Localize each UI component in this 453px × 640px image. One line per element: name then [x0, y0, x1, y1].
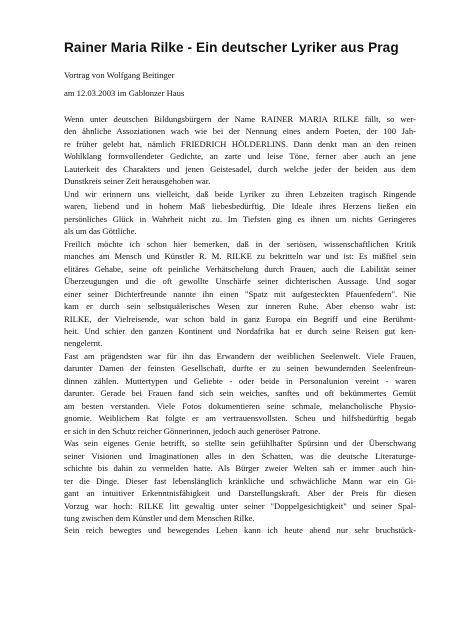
text-line: einer seiner Dichterfreunde nannte ihn einen "Spatz mit aufgesteckten Pfauenfedern". Nie — [64, 288, 416, 299]
text-line: seiner Visionen und Imaginationen alles in den Schatten, was die deutsche Literaturge- — [64, 450, 416, 461]
lecture-speaker: Vortrag von Wolfgang Beitinger — [64, 70, 175, 80]
text-line: den ähnliche Assoziationen wach wie bei der Nennung eines andern Poeten, der 100 Jah- — [64, 126, 416, 137]
text-line: ter die Dinge. Dieser fast lebenslänglich kränkliche und schwächliche Mann war ein Gi- — [64, 475, 416, 486]
text-line: schichte bis dahin zu vermelden hatte. Als Bürger zweier Welten sah er immer auch hin- — [64, 463, 416, 474]
text-line: Überzeugungen und die oft gewollte Unschärfe seiner dichterischen Aussage. Und sogar — [64, 276, 416, 287]
text-line: Fast am prägendsten war für ihn das Erwandern der weiblichen Seelenwelt. Viele Frauen, — [64, 350, 416, 361]
lecture-info — [64, 67, 184, 102]
text-line: Sein reich bewegtes und bewegendes Leben kann ich heute abend nur sehr bruchstück- — [64, 525, 416, 536]
text-line: am besten verstanden. Viele Fotos dokumentieren seine schmale, melancholische Physio- — [64, 400, 416, 411]
text-line: heit. Und schier den ganzen Kontinent und Nordafrika hat er durch seine Reisen gut ken- — [64, 325, 416, 336]
text-line: dinnen zählen. Muttertypen und Geliebte - oder beide in Personalunion vereint - waren — [64, 375, 416, 386]
text-line: als um das Göttliche. — [64, 226, 137, 237]
text-line: Und wir erinnern uns vielleicht, daß beide Lyriker zu ihren Lebzeiten tragisch Ringende — [64, 188, 416, 199]
text-line: waren, liebend und in hohem Maß liebesbedürftig. Die Ideale ihres Herzens ließen ein — [64, 201, 416, 212]
text-line: Vorzug war hoch: RILKE litt gewaltig unter seiner "Doppelgesichtigkeit" und seiner Spal- — [64, 500, 416, 511]
text-line: Wohlklang formvollendeter Gedichte, an zarte und leise Töne, ferner aber auch an jene — [64, 151, 416, 162]
text-line: darunter. Gerade bei Frauen fand sich sein weiches, sanftes und oft bekümmertes Gemüt — [64, 388, 416, 399]
text-line: RILKE, der Vielreisende, war schon bald in ganz Europa ein Begriff und eine Berühmt- — [64, 313, 416, 324]
text-line: re früher gelebt hat, nämlich FRIEDRICH HÖLDERLINS. Dann denkt man an den reinen — [64, 138, 416, 149]
text-line: Lauterkeit des Charakters und jenen Geistesadel, durch welche jeder der beiden aus dem — [64, 163, 416, 174]
text-line: persönliches Glück in Wahrheit nicht zu. Im Tiefsten ging es ihnen um nichts Geringeres — [64, 213, 416, 224]
text-line: gnomie. Weiblichem Rat folgte er am vertrauensvollsten. Scheu und hilfsbedürftig begab — [64, 413, 416, 424]
text-line: gant an intuitiver Erkenntnisfähigkeit und Darstellungskraft. Aber der Preis für diesen — [64, 488, 416, 499]
text-line: kam er durch sein selbstquälerisches Wesen zur inneren Ruhe. Aber ebenso wahr ist: — [64, 301, 416, 312]
text-line: tung zwischen dem Künstler und dem Menschen Rilke. — [64, 513, 255, 523]
text-line: darunter Damen der feinsten Gesellschaft, durfte er zu seinen bewundernden Seelenfreun- — [64, 363, 416, 374]
text-line: manches am Mensch und Künstler R. M. RILKE zu bekritteln war und ist: Es mißfiel sein — [64, 251, 416, 262]
text-line: er sich in den Schutz reicher Gönnerinnen, jedoch auch generöser Patrone. — [64, 425, 321, 436]
text-line: Was sein eigenes Genie betrifft, so stellte sein gefühlhafter Spürsinn und der Überschwang — [64, 438, 416, 449]
text-line: Freilich möchte ich schon hier bemerken, daß in der seriösen, wissenschaftlichen Kritik — [64, 238, 416, 249]
text-line: nengelernt. — [64, 338, 103, 349]
lecture-date-venue: am 12.03.2003 im Gablonzer Haus — [64, 87, 185, 98]
text-line: Dunstkreis seiner Zeit herausgehoben war. — [64, 176, 211, 187]
body-text — [64, 113, 416, 537]
document-title: Rainer Maria Rilke - Ein deutscher Lyriker aus Prag — [64, 40, 399, 55]
text-line: elitäres Gehabe, seine oft peinliche Verhätschelung durch Frauen, auch die Labilität seiner — [64, 263, 416, 274]
text-line: Wenn unter deutschen Bildungsbürgern der Name RAINER MARIA RILKE fällt, so wer- — [64, 114, 416, 124]
